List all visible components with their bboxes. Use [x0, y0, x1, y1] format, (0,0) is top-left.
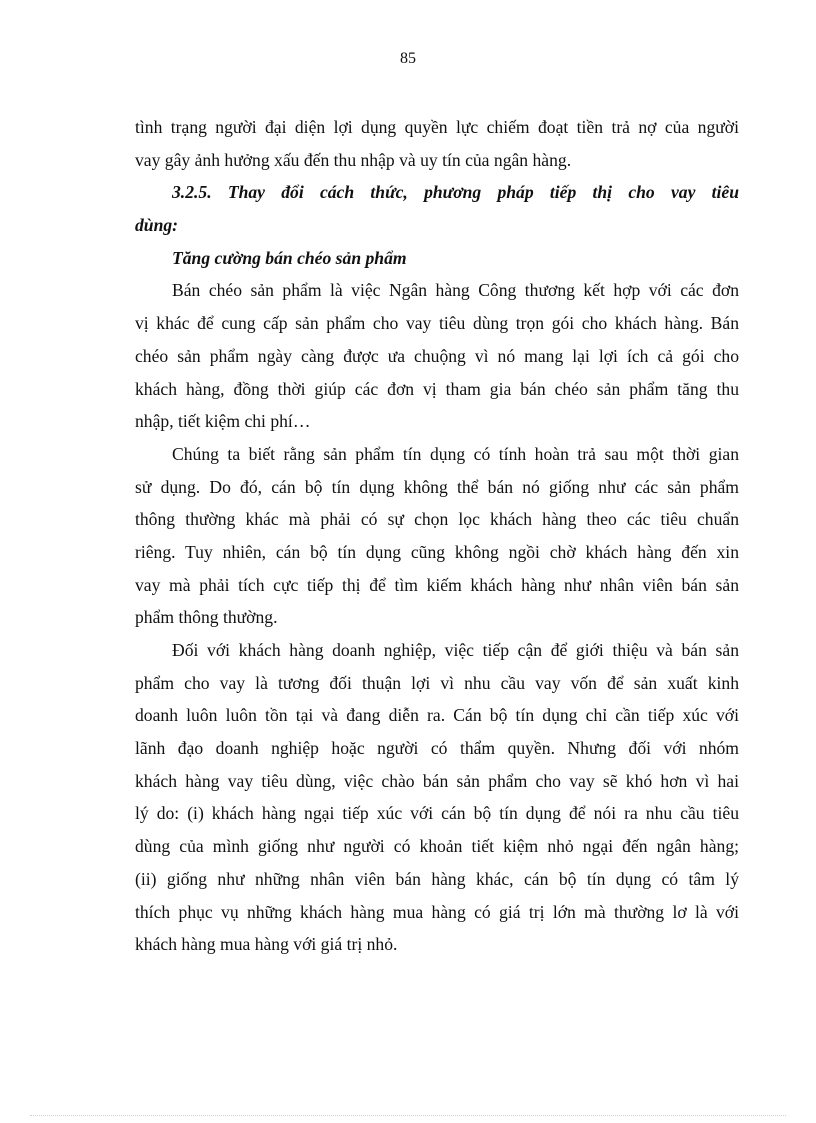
text-line: tình trạng người đại diện lợi dụng quyền lực chiếm đoạt tiền trả nợ của người [135, 117, 739, 137]
text-line: vay mà phải tích cực tiếp thị để tìm kiếm khách hàng như nhân viên bán sản [135, 574, 739, 595]
text-line: vị khác để cung cấp sản phẩm cho vay tiêu dùng trọn gói cho khách hàng. Bán [135, 313, 739, 334]
text-line: Bán chéo sản phẩm là việc Ngân hàng Công thương kết hợp với các đơn [172, 280, 739, 301]
text-line: phẩm cho vay là tương đối thuận lợi vì nhu cầu vay vốn để sản xuất kinh [135, 672, 739, 693]
text-line: lãnh đạo doanh nghiệp hoặc người có thẩm quyền. Nhưng đối với nhóm [135, 738, 739, 759]
section-heading: 3.2.5. Thay đổi cách thức, phương pháp tiếp thị cho vay tiêu [172, 182, 739, 203]
text-line: khách hàng mua hàng với giá trị nhỏ. [135, 934, 398, 955]
page-number: 85 [400, 50, 416, 67]
text-line: nhập, tiết kiệm chi phí… [135, 411, 311, 432]
section-heading-continued: dùng: [135, 215, 179, 236]
text-line: chéo sản phẩm ngày càng được ưa chuộng vì nó mang lại lợi ích cả gói cho [135, 345, 739, 366]
text-line: phẩm thông thường. [135, 607, 278, 628]
text-line: sử dụng. Do đó, cán bộ tín dụng không thể bán nó giống như các sản phẩm [135, 476, 739, 497]
text-line: thông thường khác mà phải có sự chọn lọc khách hàng theo các tiêu chuẩn [135, 509, 739, 530]
text-line: lý do: (i) khách hàng ngại tiếp xúc với cán bộ tín dụng để nói ra nhu cầu tiêu [135, 803, 739, 824]
text-line: vay gây ảnh hưởng xấu đến thu nhập và uy tín của ngân hàng. [135, 149, 572, 170]
text-line: riêng. Tuy nhiên, cán bộ tín dụng cũng không ngồi chờ khách hàng đến xin [135, 541, 739, 562]
text-line: dùng của mình giống như người có khoản tiết kiệm nhỏ ngại đến ngân hàng; [135, 836, 739, 857]
text-line: Đối với khách hàng doanh nghiệp, việc tiếp cận để giới thiệu và bán sản [172, 640, 739, 660]
subsection-heading: Tăng cường bán chéo sản phẩm [172, 247, 407, 268]
page-bottom-rule [30, 1115, 786, 1116]
text-line: khách hàng vay tiêu dùng, việc chào bán sản phẩm cho vay sẽ khó hơn vì hai [135, 770, 739, 791]
text-line: (ii) giống như những nhân viên bán hàng khác, cán bộ tín dụng có tâm lý [135, 868, 739, 889]
text-line: khách hàng, đồng thời giúp các đơn vị tham gia bán chéo sản phẩm tăng thu [135, 378, 739, 399]
text-line: thích phục vụ những khách hàng mua hàng có giá trị lớn mà thường lơ là với [135, 901, 739, 922]
text-line: Chúng ta biết rằng sản phẩm tín dụng có tính hoàn trả sau một thời gian [172, 443, 739, 464]
text-line: doanh luôn luôn tồn tại và đang diễn ra. Cán bộ tín dụng chỉ cần tiếp xúc với [135, 705, 739, 726]
body-text [135, 111, 739, 961]
